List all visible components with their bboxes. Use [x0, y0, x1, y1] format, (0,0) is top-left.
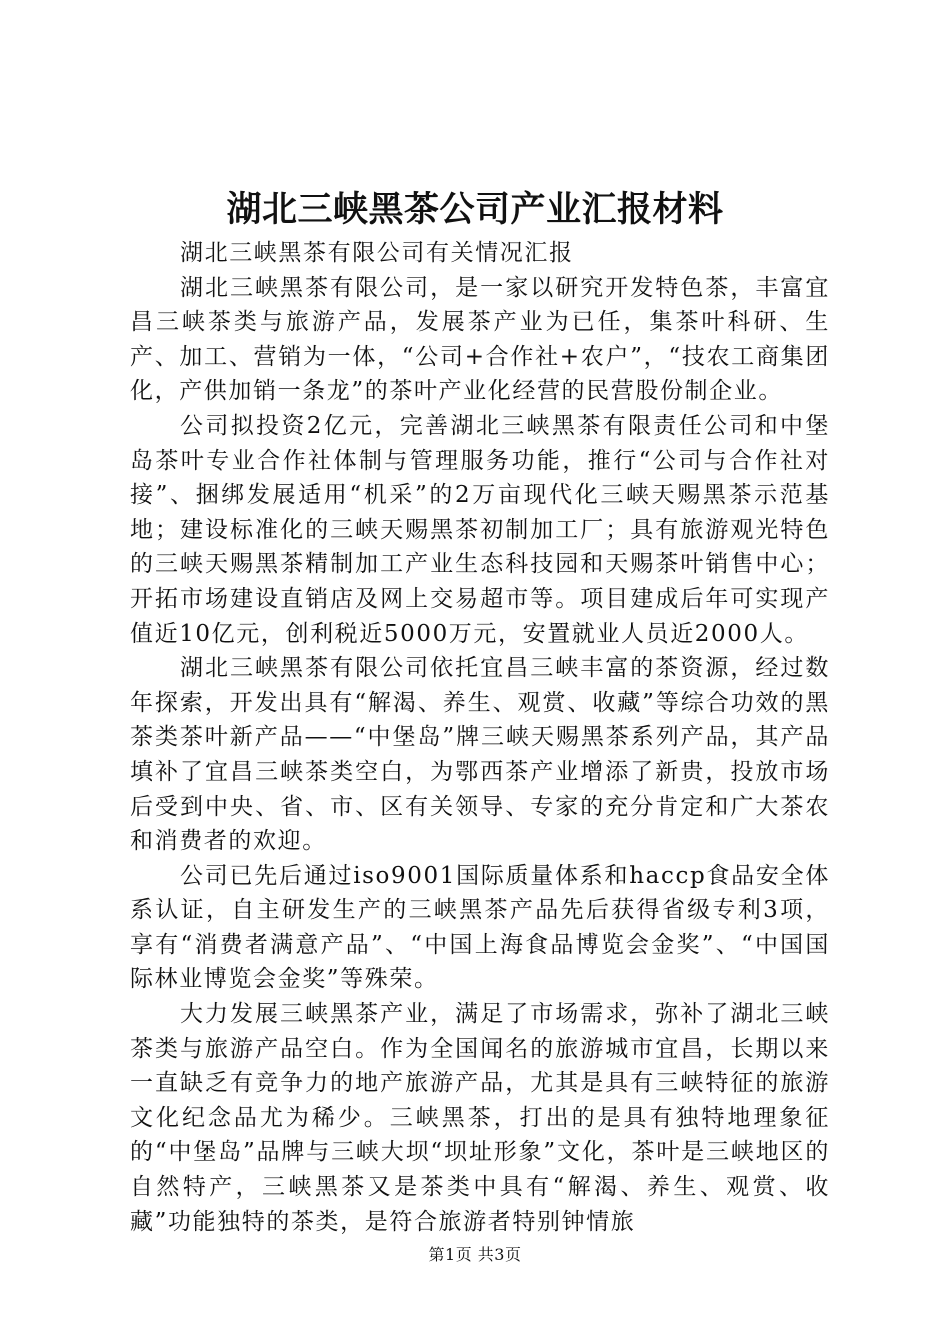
- paragraph-company-intro: 湖北三峡黑茶有限公司，是一家以研究开发特色茶，丰富宜昌三峡茶类与旅游产品，发展茶产业为已任，集茶叶科研、生产、加工、营销为一体，“公司+合作社+农户”，“技农工商集团化，产供加销一条龙”的茶叶产业化经营的民营股份制企业。: [130, 274, 830, 405]
- document-title: 湖北三峡黑茶公司产业汇报材料: [226, 189, 724, 230]
- page-footer: 第1页 共3页: [428, 1245, 522, 1264]
- document-body: [130, 236, 830, 1239]
- paragraph-certifications: 公司已先后通过iso9001国际质量体系和haccp食品安全体系认证，自主研发生产的三峡黑茶产品先后获得省级专利3项，享有“消费者满意产品”、“中国上海食品博览会金奖”、“中国国际林业博览会金奖”等殊荣。: [130, 862, 830, 993]
- paragraph-products: 湖北三峡黑茶有限公司依托宜昌三峡丰富的茶资源，经过数年探索，开发出具有“解渴、养生、观赏、收藏”等综合功效的黑茶类茶叶新产品——“中堡岛”牌三峡天赐黑茶系列产品，其产品填补了宜昌三峡茶类空白，为鄂西茶产业增添了新贵，投放市场后受到中央、省、市、区有关领导、专家的充分肯定和广大茶农和消费者的欢迎。: [130, 655, 830, 855]
- paragraph-industry-development: 大力发展三峡黑茶产业，满足了市场需求，弥补了湖北三峡茶类与旅游产品空白。作为全国闻名的旅游城市宜昌，长期以来一直缺乏有竞争力的地产旅游产品，尤其是具有三峡特征的旅游文化纪念品尤为稀少。三峡黑茶，打出的是具有独特地理象征的“中堡岛”品牌与三峡大坝“坝址形象”文化，茶叶是三峡地区的自然特产，三峡黑茶又是茶类中具有“解渴、养生、观赏、收藏”功能独特的茶类，是符合旅游者特别钟情旅: [130, 1001, 830, 1235]
- paragraph-heading: 湖北三峡黑茶有限公司有关情况汇报: [180, 240, 574, 266]
- paragraph-investment: 公司拟投资2亿元，完善湖北三峡黑茶有限责任公司和中堡岛茶叶专业合作社体制与管理服务功能，推行“公司与合作社对接”、捆绑发展适用“机采”的2万亩现代化三峡天赐黑茶示范基地；建设标准化的三峡天赐黑茶初制加工厂；具有旅游观光特色的三峡天赐黑茶精制加工产业生态科技园和天赐茶叶销售中心；开拓市场建设直销店及网上交易超市等。项目建成后年可实现产值近10亿元，创利税近5000万元，安置就业人员近2000人。: [130, 412, 830, 647]
